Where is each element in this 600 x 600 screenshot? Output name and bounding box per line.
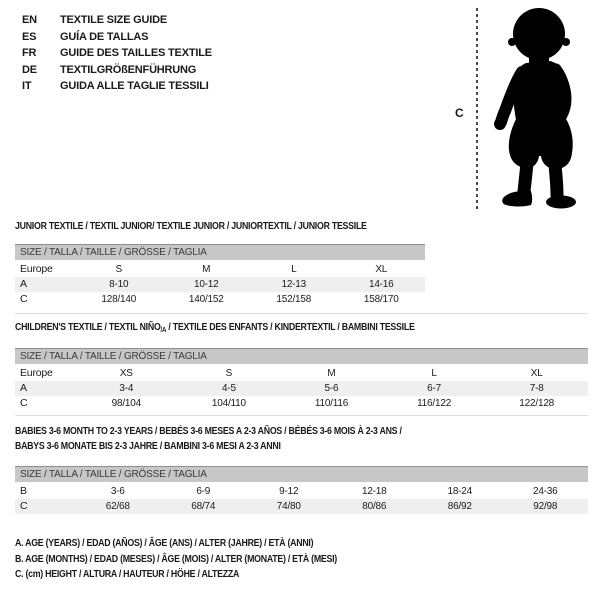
table-cell: 104/110 xyxy=(211,398,246,409)
table-rows xyxy=(15,366,588,411)
size-header-band: SIZE / TALLA / TAILLE / GRÖSSE / TAGLIA xyxy=(15,348,588,364)
table-row xyxy=(15,366,588,381)
row-label: Europe xyxy=(20,367,53,379)
height-measure-label: C xyxy=(455,106,464,120)
language-code: DE xyxy=(22,63,37,76)
table-rows xyxy=(15,262,425,307)
footnote-age-years: A. AGE (YEARS) / EDAD (AÑOS) / ÂGE (ANS) / ALTER (JAHRE) / ETÀ (ANNI) xyxy=(15,538,314,549)
table-cell: 12-13 xyxy=(281,279,307,290)
table-cell: XS xyxy=(119,368,133,379)
table-cell: 92/98 xyxy=(533,501,558,512)
table-cell: 86/92 xyxy=(447,501,472,512)
language-code: FR xyxy=(22,47,37,60)
size-header-band: SIZE / TALLA / TAILLE / GRÖSSE / TAGLIA xyxy=(15,244,425,260)
section-title-junior: JUNIOR TEXTILE / TEXTIL JUNIOR/ TEXTILE JUNIOR / JUNIORTEXTIL / JUNIOR TESSILE xyxy=(15,221,367,232)
table-cell: 80/86 xyxy=(362,501,387,512)
babies-size-table xyxy=(15,466,588,514)
table-cell: 12-18 xyxy=(361,486,387,497)
table-cell: 3-6 xyxy=(110,486,125,497)
row-label: A xyxy=(20,278,27,290)
language-title: GUIDE DES TAILLES TEXTILE xyxy=(60,47,212,60)
table-cell: XL xyxy=(375,264,388,275)
section-title-children-post: / TEXTILE DES ENFANTS / KINDERTEXTIL / BAMBINI TESSILE xyxy=(166,322,415,333)
table-cell: 6-7 xyxy=(427,383,441,394)
table-cell: 5-6 xyxy=(324,383,339,394)
language-row-fr xyxy=(22,45,212,62)
table-cell: 9-12 xyxy=(279,486,299,497)
table-cell: 7-8 xyxy=(529,383,544,394)
section-title-children-pre: CHILDREN'S TEXTILE / TEXTIL NIÑO xyxy=(15,322,161,333)
baby-silhouette xyxy=(486,5,592,211)
table-cell: 62/68 xyxy=(105,501,130,512)
children-size-table xyxy=(15,348,588,411)
language-row-en xyxy=(22,12,212,29)
height-measure-dashed-line xyxy=(476,8,478,212)
junior-size-table xyxy=(15,244,425,307)
language-title: GUIDA ALLE TAGLIE TESSILI xyxy=(60,80,209,93)
section-title-children xyxy=(15,320,415,338)
table-row xyxy=(15,381,588,396)
language-code: EN xyxy=(22,14,37,27)
language-title: TEXTILE SIZE GUIDE xyxy=(60,14,168,27)
table-cell: L xyxy=(431,368,437,379)
table-cell: M xyxy=(202,264,211,275)
section-title-babies xyxy=(15,424,402,454)
row-label: C xyxy=(20,397,28,409)
table-cell: S xyxy=(115,264,122,275)
language-title: TEXTILGRÖßENFÜHRUNG xyxy=(60,63,197,76)
table-cell: 116/122 xyxy=(417,398,452,409)
section-title-babies-line2: BABYS 3-6 MONATE BIS 2-3 JAHRE / BAMBINI 3-6 MESI A 2-3 ANNI xyxy=(15,441,281,452)
table-cell: 3-4 xyxy=(119,383,134,394)
section-title-babies-line1: BABIES 3-6 MONTH TO 2-3 YEARS / BEBÉS 3-6 MESES A 2-3 AÑOS / BÉBÉS 3-6 MOIS À 2-3 ANS / xyxy=(15,426,402,437)
table-row xyxy=(15,262,425,277)
table-cell: 98/104 xyxy=(111,398,141,409)
section-separator xyxy=(15,415,588,416)
table-cell: 18-24 xyxy=(447,486,473,497)
table-row xyxy=(15,292,425,307)
table-cell: 10-12 xyxy=(193,279,219,290)
table-cell: 4-5 xyxy=(221,383,236,394)
row-label: Europe xyxy=(20,263,53,275)
table-cell: L xyxy=(291,264,297,275)
table-row xyxy=(15,499,588,514)
table-cell: 14-16 xyxy=(368,279,394,290)
table-cell: 68/74 xyxy=(191,501,216,512)
section-separator xyxy=(15,313,588,314)
table-cell: 158/170 xyxy=(363,294,399,305)
table-cell: 110/116 xyxy=(314,398,349,409)
footnote-list xyxy=(15,536,381,583)
language-code: IT xyxy=(22,80,32,93)
table-row xyxy=(15,277,425,292)
language-row-de xyxy=(22,62,212,79)
row-label: A xyxy=(20,382,27,394)
section-title-children-sub: /A xyxy=(160,327,167,334)
language-code: ES xyxy=(22,30,37,43)
row-label: C xyxy=(20,293,28,305)
table-rows xyxy=(15,484,588,514)
language-row-es xyxy=(22,29,212,46)
table-cell: 128/140 xyxy=(101,294,137,305)
row-label: B xyxy=(20,485,27,497)
table-cell: 152/158 xyxy=(276,294,312,305)
language-title-list xyxy=(22,12,212,95)
table-cell: 8-10 xyxy=(109,279,129,290)
table-cell: 122/128 xyxy=(519,398,555,409)
table-cell: 74/80 xyxy=(276,501,301,512)
table-cell: XL xyxy=(530,368,543,379)
language-title: GUÍA DE TALLAS xyxy=(60,30,149,43)
table-row xyxy=(15,484,588,499)
footnote-age-months: B. AGE (MONTHS) / EDAD (MESES) / ÂGE (MOIS) / ALTER (MONATE) / ETÀ (MESI) xyxy=(15,553,337,565)
language-row-it xyxy=(22,78,212,95)
table-cell: 6-9 xyxy=(196,486,211,497)
table-row xyxy=(15,396,588,411)
table-cell: S xyxy=(225,368,233,379)
table-cell: 140/152 xyxy=(188,294,224,305)
footnote-height-cm: C. (cm) HEIGHT / ALTURA / HAUTEUR / HÖHE / ALTEZZA xyxy=(15,569,240,580)
size-header-band: SIZE / TALLA / TAILLE / GRÖSSE / TAGLIA xyxy=(15,466,588,482)
row-label: C xyxy=(20,500,28,512)
table-cell: M xyxy=(327,368,336,379)
table-cell: 24-36 xyxy=(532,486,558,497)
